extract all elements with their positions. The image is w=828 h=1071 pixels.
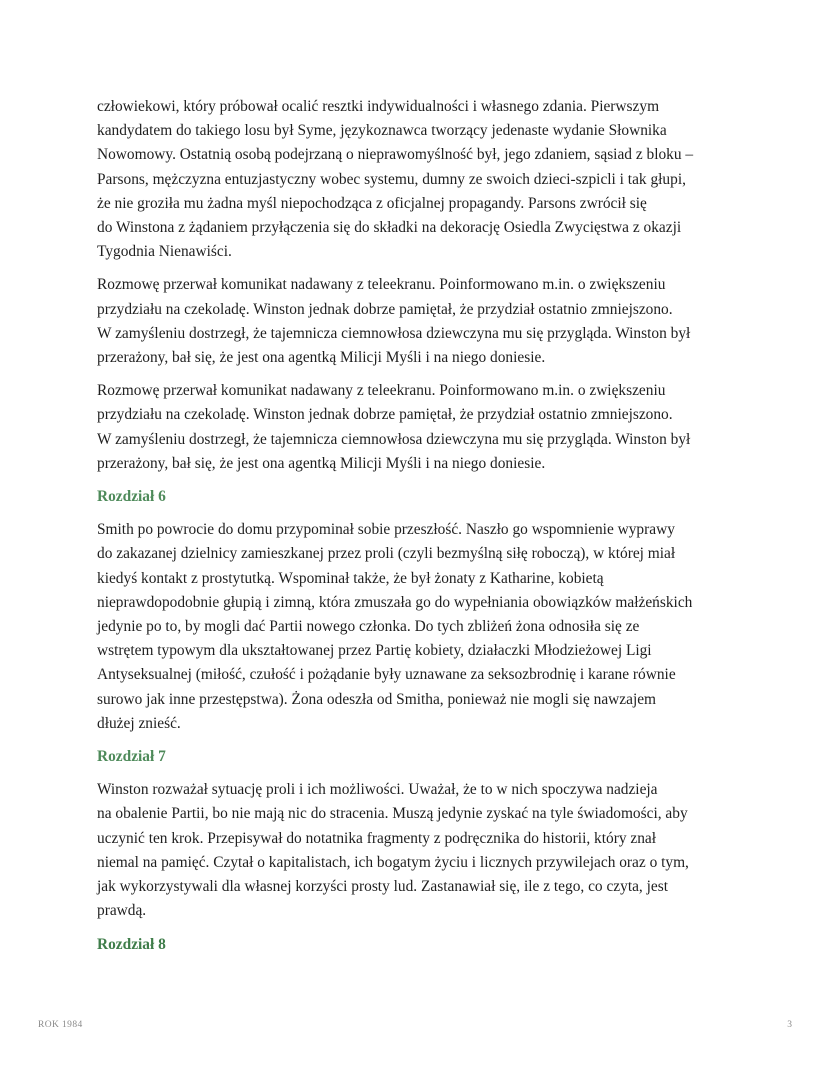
- footer-page-number: 3: [787, 1020, 792, 1030]
- text-line: przydziału na czekoladę. Winston jednak dobrze pamiętał, że przydział ostatnio zmniejszono.: [97, 300, 673, 318]
- text-line: Tygodnia Nienawiści.: [97, 243, 232, 261]
- chapter-heading-8: Rozdział 8: [97, 935, 166, 953]
- text-line: przydziału na czekoladę. Winston jednak dobrze pamiętał, że przydział ostatnio zmniejszono.: [97, 406, 673, 424]
- text-line: W zamyśleniu dostrzegł, że tajemnicza ciemnowłosa dziewczyna mu się przygląda. Winston był: [97, 324, 691, 342]
- text-line: przerażony, bał się, że jest ona agentką Milicji Myśli i na niego doniesie.: [97, 349, 546, 367]
- text-line: W zamyśleniu dostrzegł, że tajemnicza ciemnowłosa dziewczyna mu się przygląda. Winston był: [97, 430, 691, 448]
- text-line: Smith po powrocie do domu przypominał sobie przeszłość. Naszło go wspomnienie wyprawy: [97, 521, 675, 539]
- text-line: niemal na pamięć. Czytał o kapitalistach, ich bogatym życiu i licznych przywilejach oraz o tym,: [97, 853, 689, 871]
- text-line: Antyseksualnej (miłość, czułość i pożądanie były uznawane za seksozbrodnię i karane równie: [97, 666, 676, 684]
- page-content: [97, 95, 737, 966]
- text-line: dłużej znieść.: [97, 714, 181, 732]
- text-line: na obalenie Partii, bo nie mają nic do stracenia. Muszą jedynie zyskać na tyle świadomości, aby: [97, 805, 688, 823]
- text-line: Rozmowę przerwał komunikat nadawany z teleekranu. Poinformowano m.in. o zwiększeniu: [97, 382, 666, 400]
- text-line: Nowomowy. Ostatnią osobą podejrzaną o nieprawomyślność był, jego zdaniem, sąsiad z bloku –: [97, 146, 694, 164]
- text-line: Parsons, mężczyzna entuzjastyczny wobec systemu, dumny ze swoich dzieci-szpicli i tak głupi,: [97, 170, 686, 188]
- text-line: Rozmowę przerwał komunikat nadawany z teleekranu. Poinformowano m.in. o zwiększeniu: [97, 276, 666, 294]
- text-line: wstrętem typowym dla ukształtowanej przez Partię kobiety, działaczki Młodzieżowej Ligi: [97, 642, 652, 660]
- chapter-heading-6: Rozdział 6: [97, 488, 166, 506]
- paragraph: [97, 379, 737, 476]
- paragraph: [97, 778, 737, 923]
- text-line: przerażony, bał się, że jest ona agentką Milicji Myśli i na niego doniesie.: [97, 454, 546, 472]
- paragraph: [97, 273, 737, 370]
- paragraph: [97, 95, 737, 264]
- text-line: kiedyś kontakt z prostytutką. Wspominał także, że był żonaty z Katharine, kobietą: [97, 569, 604, 587]
- text-line: surowo jak inne przestępstwa). Żona odeszła od Smitha, ponieważ nie mogli się nawzajem: [97, 690, 657, 708]
- text-line: człowiekowi, który próbował ocalić resztki indywidualności i własnego zdania. Pierwszym: [97, 98, 660, 115]
- text-line: kandydatem do takiego losu był Syme, językoznawca tworzący jedenaste wydanie Słownika: [97, 122, 667, 140]
- text-line: do Winstona z żądaniem przyłączenia się do składki na dekorację Osiedla Zwycięstwa z okazji: [97, 219, 682, 237]
- text-line: jedynie po to, by mogli dać Partii nowego członka. Do tych zbliżeń żona odnosiła się ze: [97, 618, 640, 636]
- text-line: że nie groziła mu żadna myśl niepochodząca z oficjalnej propagandy. Parsons zwrócił się: [97, 194, 647, 212]
- text-line: Winston rozważał sytuację proli i ich możliwości. Uważał, że to w nich spoczywa nadzieja: [97, 781, 658, 799]
- chapter-heading-7: Rozdział 7: [97, 748, 166, 766]
- paragraph: [97, 518, 737, 736]
- text-line: uczynić ten krok. Przepisywał do notatnika fragmenty z podręcznika do historii, który znał: [97, 829, 657, 847]
- text-line: do zakazanej dzielnicy zamieszkanej przez proli (czyli bezmyślną siłę roboczą), w której miał: [97, 545, 676, 563]
- footer-book-title: ROK 1984: [38, 1020, 83, 1030]
- text-line: jak wykorzystywali dla własnej korzyści prosty lud. Zastanawiał się, ile z tego, co czyta, jest: [97, 878, 668, 896]
- text-line: nieprawdopodobnie głupią i zimną, która zmuszała go do wypełniania obowiązków małżeńskich: [97, 593, 693, 611]
- text-line: prawdą.: [97, 902, 147, 920]
